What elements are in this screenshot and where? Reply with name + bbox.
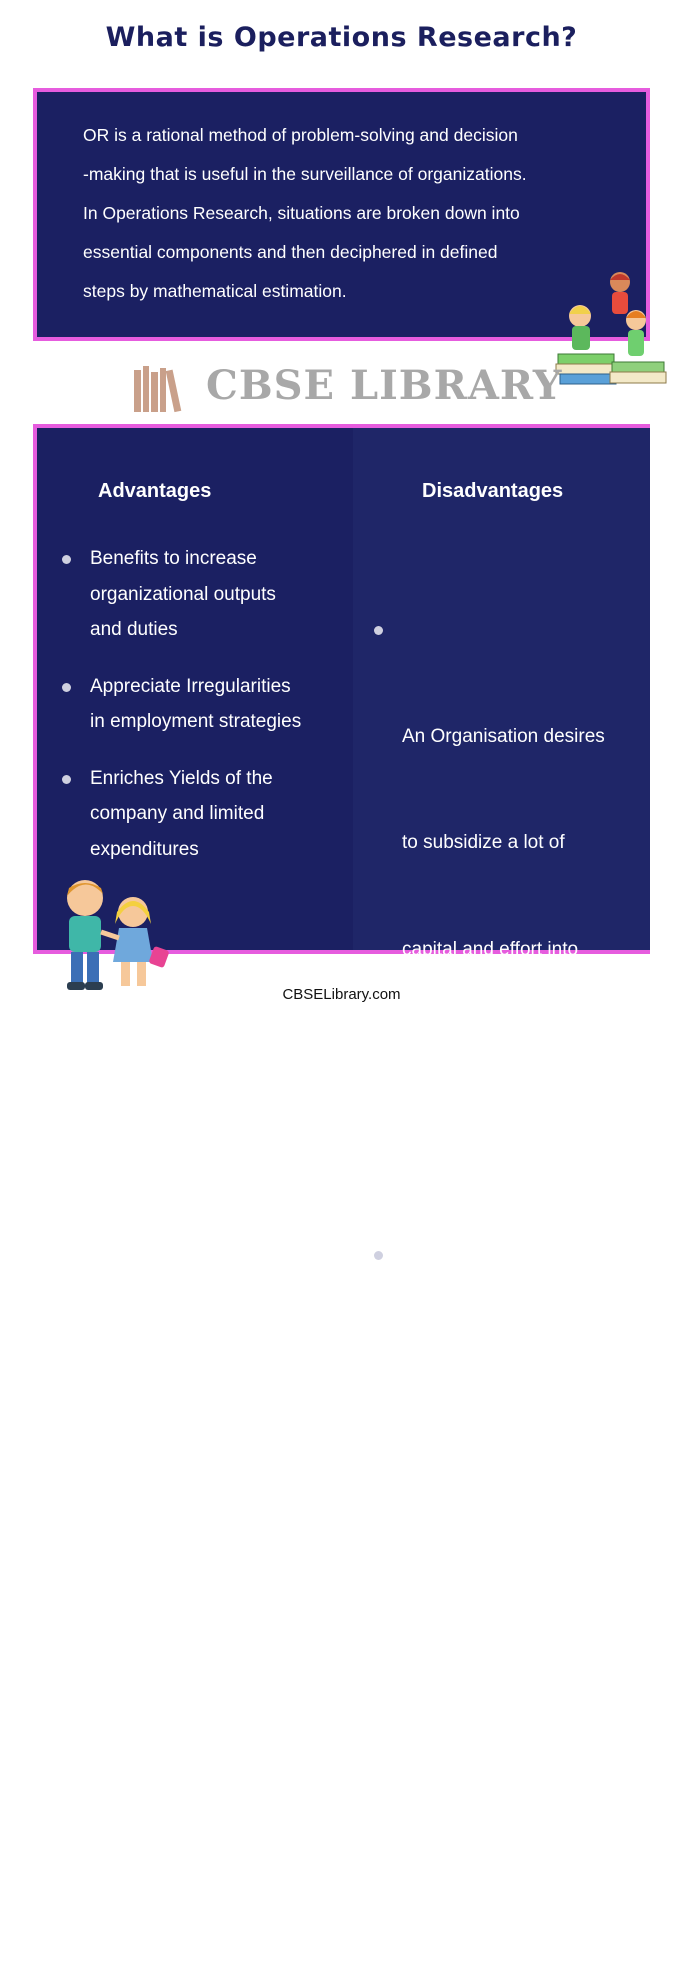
logo-text: CBSE LIBRARY	[206, 362, 563, 409]
definition-text	[83, 116, 623, 311]
bullet-icon	[62, 775, 71, 784]
list-item: There are examples of Coordination cases between OR Specialist and Business Operation Teams or Administrators	[402, 1237, 647, 1876]
list-item: Appreciate Irregularities in employment strategies	[90, 669, 345, 740]
definition-line: OR is a rational method of problem-solving and decision	[83, 125, 518, 145]
page-title: What is Operations Research?	[105, 22, 578, 53]
bullet-icon	[62, 683, 71, 692]
kids-walking-illustration	[55, 876, 185, 1000]
kids-on-books-illustration	[552, 268, 670, 388]
cbse-library-logo	[132, 362, 563, 416]
disadvantages-heading: Disadvantages	[422, 480, 564, 502]
bullet-icon	[374, 1251, 383, 1260]
advantages-list	[90, 541, 345, 888]
footer-site-name: CBSELibrary.com	[282, 986, 401, 1003]
list-item: Benefits to increase organizational outputs and duties	[90, 541, 345, 648]
list-item: An Organisation desires to subsidize a lot of capital and effort into OR to create usefully	[402, 612, 647, 1145]
definition-line: essential components and then deciphered in defined	[83, 242, 498, 262]
books-icon	[132, 364, 186, 414]
disadvantages-list	[402, 541, 647, 1968]
bullet-icon	[374, 626, 383, 635]
bullet-icon	[62, 555, 71, 564]
definition-line: steps by mathematical estimation.	[83, 281, 347, 301]
list-item: Enriches Yields of the company and limited expenditures	[90, 761, 345, 868]
advantages-heading: Advantages	[98, 480, 212, 502]
definition-line: -making that is useful in the surveillance of organizations.	[83, 164, 527, 184]
definition-line: In Operations Research, situations are broken down into	[83, 203, 520, 223]
